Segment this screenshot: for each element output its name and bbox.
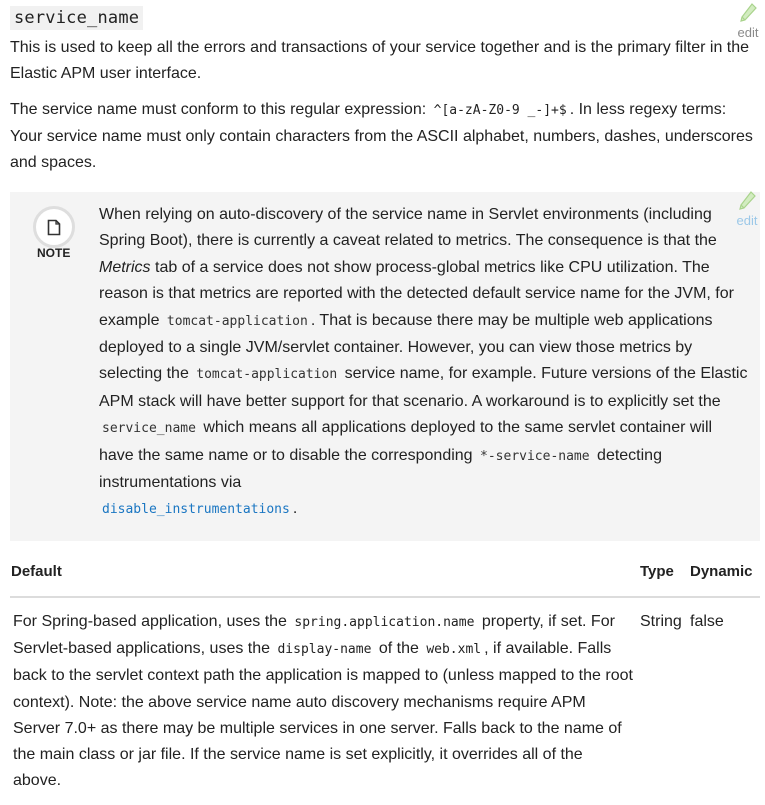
pencil-icon (738, 2, 758, 24)
regex-paragraph: The service name must conform to this regular expression: ^[a-zA-Z0-9 _-]+$ . In less regexy terms: Your service name must only contain characters from the ASCII alphabet, numbers, dashes, underscores and spaces. (10, 101, 753, 171)
note-text: When relying on auto-discovery of the service name in Servlet environments (including Spring Boot), there is currently a caveat related to metrics. The consequence is that the Metrics tab of a service does not show process-global metrics like CPU utilization. The reason is that metrics are reported with the detected default service name for the JVM, for example tomcat-application . That is because there may be multiple web applications deployed to a single JVM/servlet container. However, you can view those metrics by selecting the tomcat-application service name, for example. Future versions of the Elastic APM stack will have better support for that scenario. A workaround is to explicitly set the service_name which means all applications deployed to the same servlet container will have the same name or to disable the corresponding *-service-name detecting instrumentations via disable_instrumentations . (99, 206, 748, 518)
pencil-icon (737, 190, 757, 212)
dynamic-cell: false (690, 613, 724, 630)
default-cell: For Spring-based application, uses the spring.application.name property, if set. For Servlet-based applications, uses the display-name of the web.xml , if available. Falls back to the servlet context path the application is mapped to (unless mapped to the root context). Note: the above service name auto discovery mechanisms require APM Server 7.0+ as there may be multiple services in one server. Falls back to the name of the main class or jar file. If the service name is set explicitly, it overrides all of the above. (13, 613, 633, 790)
section-title: service_name (10, 6, 143, 30)
header-divider (10, 596, 760, 598)
code-service-name: service_name (102, 421, 196, 437)
disable-instrumentations-link[interactable]: disable_instrumentations (102, 502, 290, 518)
code-tomcat-application: tomcat-application (196, 367, 338, 383)
edit-label: edit (736, 213, 758, 228)
edit-note-link[interactable] (732, 190, 762, 230)
document-icon (47, 219, 61, 236)
column-header-type: Type (640, 563, 674, 580)
note-admonition (10, 192, 760, 541)
regex-code: ^[a-zA-Z0-9 _-]+$ (433, 103, 567, 118)
code-service-name-pattern: *-service-name (480, 448, 590, 464)
note-icon (33, 206, 75, 248)
code-display-name: display-name (277, 642, 372, 658)
code-web-xml: web.xml (426, 642, 482, 658)
description-paragraph: This is used to keep all the errors and transactions of your service together and is the primary filter in the Elastic APM user interface. (10, 39, 750, 82)
type-cell: String (640, 613, 682, 630)
edit-label: edit (737, 25, 759, 40)
column-header-default: Default (11, 563, 62, 580)
metrics-emphasis: Metrics (99, 258, 151, 276)
code-spring-application-name: spring.application.name (294, 615, 475, 630)
note-label: NOTE (37, 246, 71, 260)
code-tomcat-application: tomcat-application (166, 313, 308, 329)
column-header-dynamic: Dynamic (690, 563, 753, 580)
